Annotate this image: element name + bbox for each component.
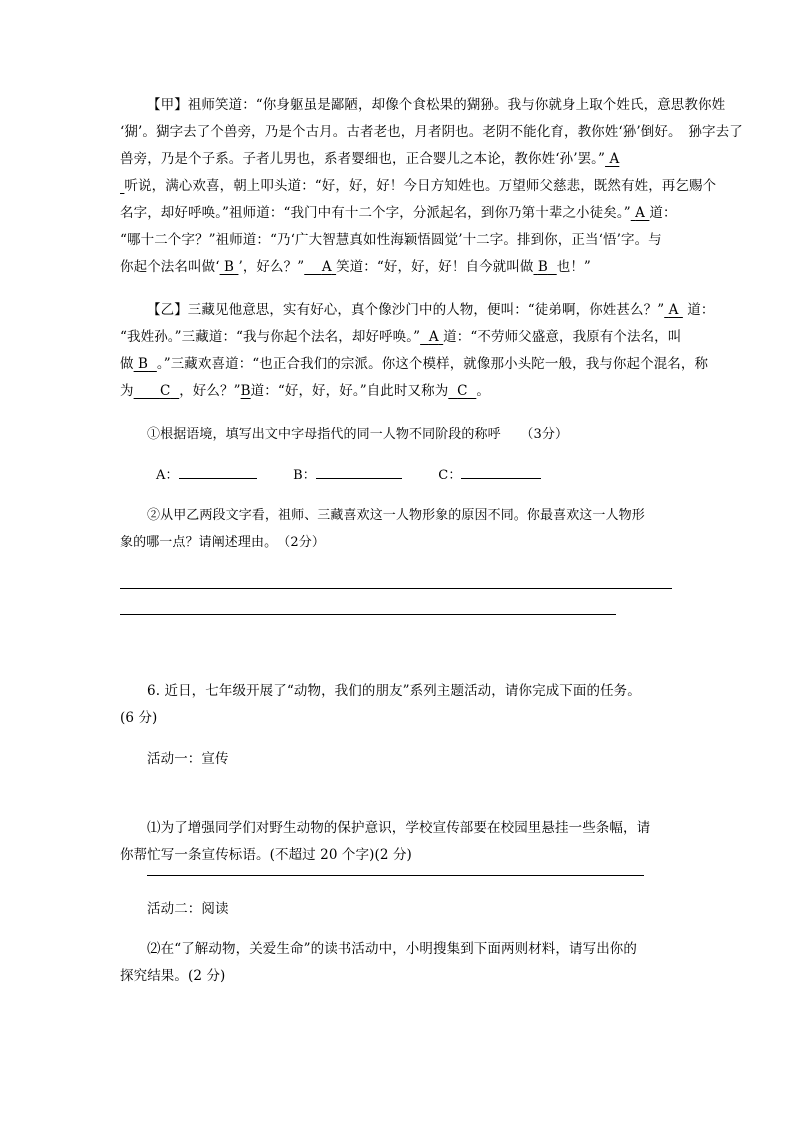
- jia-line-4-text: 听说，满心欢喜，朝上叩头道：“好，好，好！今日方知姓也。万望师父慈悲，既然有姓，再乞赐个: [124, 178, 717, 194]
- yi-line-1: [120, 297, 715, 324]
- jia-line-7: [120, 254, 676, 281]
- jia-line-7-d: 也！”: [556, 259, 591, 275]
- question-1-text: ①根据语境，填写出文中字母指代的同一人物不同阶段的称呼 （3分）: [147, 427, 569, 442]
- question-6-line-1: 6. 近日，七年级开展了“动物，我们的朋友”系列主题活动，请你完成下面的任务。: [147, 683, 641, 699]
- yi-line-4-b: ，好么？”: [179, 383, 241, 399]
- answer-line-1[interactable]: [120, 588, 672, 589]
- jia-line-7-c: 笑道：“好，好，好！自今就叫做: [336, 259, 534, 275]
- question-2: [120, 502, 676, 556]
- mark-b: B: [240, 383, 251, 399]
- mark-c: C: [457, 383, 468, 399]
- answer-label-b: B：: [293, 468, 316, 483]
- yi-line-4-c: 道：“好，好，好。”自此时又称为: [250, 383, 449, 399]
- sub-question-2-line-1: ⑵在“了解动物，关爱生命”的读书活动中，小明搜集到下面两则材料，请写出你的: [147, 941, 638, 957]
- mark-a: A: [321, 259, 332, 275]
- sub-question-2-line-2: 探究结果。(2 分): [120, 968, 226, 984]
- mark-c: C: [159, 383, 171, 399]
- passage-yi: [120, 297, 715, 405]
- question-1: [147, 421, 703, 448]
- jia-line-1: 【甲】祖师笑道：“你身躯虽是鄙陋，却像个食松果的猢狲。我与你就身上取个姓氏，意思教你姓: [147, 97, 726, 113]
- passage-jia: [120, 92, 743, 281]
- jia-line-7-a: 你起个法名叫做‘: [120, 259, 220, 275]
- yi-line-1-text: 【乙】三藏见他意思，实有好心，真个像沙门中的人物，便叫：“徒弟啊，你姓甚么？”: [147, 302, 665, 318]
- yi-line-4-a: 为: [120, 383, 134, 399]
- mark-a: A: [428, 329, 439, 345]
- sub-question-1: [120, 815, 676, 869]
- jia-line-5: [120, 200, 676, 227]
- yi-line-3-b: 。”三藏欢喜道：“也正合我们的宗派。你这个模样，就像那小头陀一般，我与你起个混名，称: [156, 356, 709, 372]
- answer-field-c[interactable]: [461, 464, 541, 479]
- mark-b: B: [138, 356, 149, 372]
- mark-a: A: [668, 302, 679, 318]
- mark-b: B: [224, 259, 235, 275]
- answer-row-line: [156, 462, 712, 489]
- yi-line-3-a: 做: [120, 356, 134, 372]
- jia-line-7-b: ’，好么？”: [238, 259, 305, 275]
- activity-2-text: 活动二：阅读: [147, 901, 229, 917]
- answer-label-a: A：: [156, 468, 179, 483]
- dao-text: 道：: [687, 302, 715, 318]
- yi-line-2: [120, 324, 682, 351]
- yi-line-4: [120, 378, 676, 405]
- sub-question-1-line-2: 你帮忙写一条宣传标语。(不超过 20 个字)(2 分): [120, 847, 412, 863]
- activity-1-text: 活动一：宣传: [147, 751, 229, 767]
- jia-line-6: “哪十二个字？”祖师道：“乃‘广大智慧真如性海颖悟圆觉’十二字。排到你，正当‘悟’字。与: [120, 232, 662, 248]
- activity-1-heading: [147, 746, 703, 773]
- slogan-answer-line[interactable]: [147, 875, 644, 876]
- jia-line-5-text: 名字，却好呼唤。”祖师道：“我门中有十二个字，分派起名，到你乃第十辈之小徒矣。”: [120, 205, 631, 221]
- answer-label-c: C：: [438, 468, 462, 483]
- jia-line-2: ‘猢’。猢字去了个兽旁，乃是个古月。古者老也，月者阴也。老阴不能化育，教你姓‘狲’倒好。 狲字去了: [120, 124, 743, 140]
- sub-question-2: [120, 936, 676, 990]
- yi-line-2-text: “我姓孙。”三藏道：“我与你起个法名，却好呼唤。”: [120, 329, 421, 345]
- question-6-line-2: (6 分): [120, 710, 158, 726]
- activity-2-heading: [147, 896, 703, 923]
- dao-text: 道：: [649, 205, 677, 221]
- jia-line-3: [120, 146, 676, 173]
- mark-b: B: [537, 259, 548, 275]
- answer-field-a[interactable]: [179, 464, 257, 479]
- question-6: [120, 678, 676, 732]
- sub-question-1-line-1: ⑴为了增强同学们对野生动物的保护意识，学校宣传部要在校园里悬挂一些条幅，请: [147, 820, 651, 836]
- question-2-line-2: 象的哪一点？请阐述理由。 （2分）: [120, 535, 325, 550]
- answer-field-b[interactable]: [316, 464, 402, 479]
- answer-row: [156, 462, 712, 489]
- mark-a: A: [635, 205, 645, 221]
- question-2-line-1: ②从甲乙两段文字看，祖师、三藏喜欢这一人物形象的原因不同。你最喜欢这一人物形: [147, 508, 645, 523]
- yi-line-4-d: 。: [476, 383, 490, 399]
- answer-line-2[interactable]: [120, 614, 616, 615]
- yi-line-2-b: 道：“不劳师父盛意，我原有个法名，叫: [443, 329, 682, 345]
- yi-line-3: [120, 351, 709, 378]
- jia-line-3-text: 兽旁，乃是个子系。子者儿男也，系者婴细也，正合婴儿之本论，教你姓‘孙’罢。”: [120, 151, 606, 167]
- mark-a: A: [609, 151, 620, 167]
- jia-line-4: [120, 173, 717, 200]
